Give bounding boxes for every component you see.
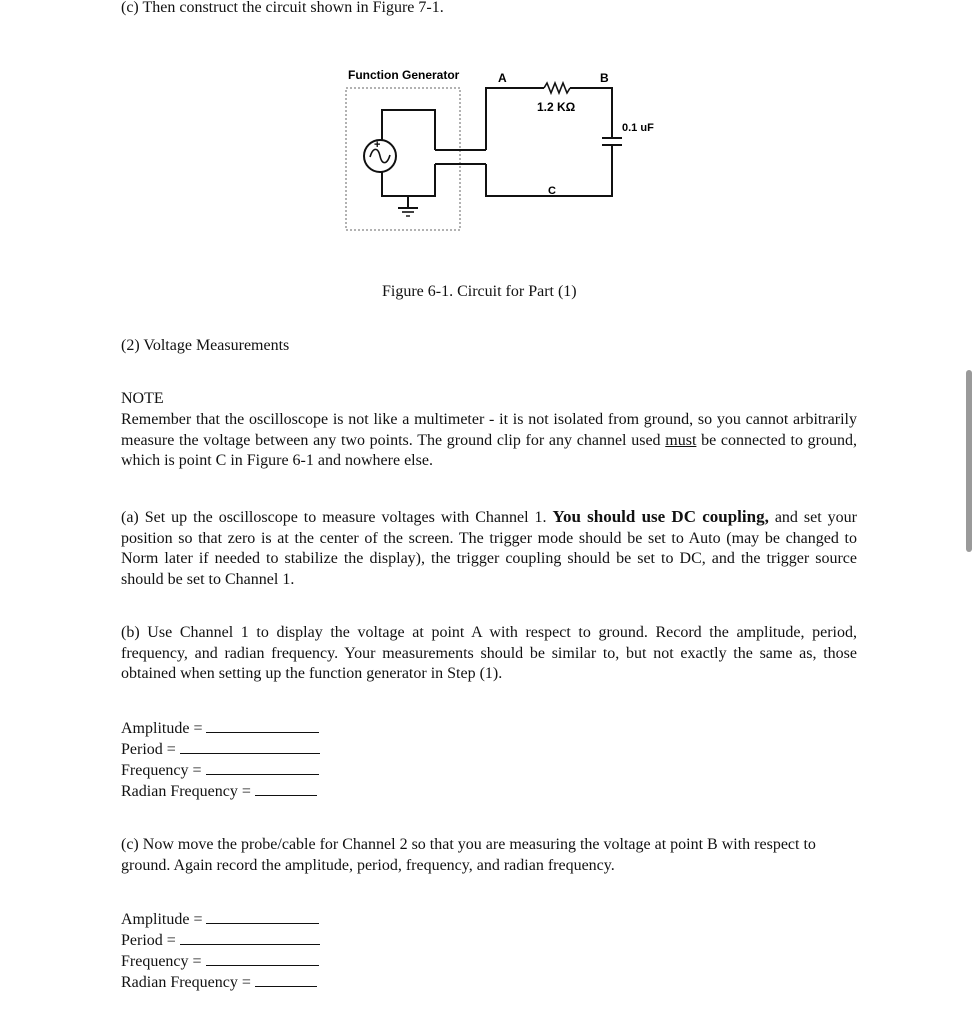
- resistor-label: 1.2 KΩ: [537, 100, 576, 114]
- step-c-paragraph: (c) Now move the probe/cable for Channel 2 so that you are measuring the voltage at point B with respect to ground. Again record the amplitude, period, frequency, and radian frequency.: [121, 836, 816, 874]
- step-a-bold: You should use DC coupling,: [552, 507, 769, 526]
- circuit-diagram: [330, 60, 654, 240]
- field-label: Amplitude =: [121, 911, 203, 928]
- note-heading: NOTE: [121, 390, 164, 407]
- scrollbar-thumb[interactable]: [966, 370, 972, 552]
- ac-source-icon: [364, 139, 396, 172]
- svg-text:+: +: [374, 139, 381, 151]
- step-c-title: (c) Then construct the circuit shown in Figure 7-1.: [121, 0, 444, 16]
- frequency-blank[interactable]: [206, 760, 319, 775]
- field-label: Frequency =: [121, 953, 202, 970]
- field-c-period: [121, 930, 320, 951]
- field-b-radian: [121, 781, 317, 802]
- step-a-paragraph: [121, 507, 857, 590]
- frequency-blank[interactable]: [206, 951, 319, 966]
- note-paragraph: [121, 410, 857, 472]
- field-label: Period =: [121, 932, 176, 949]
- step-a-text-1: (a) Set up the oscilloscope to measure voltages with Channel 1.: [121, 509, 553, 526]
- radian-frequency-blank[interactable]: [255, 972, 317, 987]
- ground-icon: [398, 196, 418, 216]
- figure-caption: Figure 6-1. Circuit for Part (1): [382, 283, 577, 300]
- field-label: Radian Frequency =: [121, 783, 251, 800]
- field-b-amplitude: [121, 718, 319, 739]
- amplitude-blank[interactable]: [206, 909, 319, 924]
- field-b-frequency: [121, 760, 319, 781]
- field-label: Amplitude =: [121, 720, 203, 737]
- period-blank[interactable]: [180, 739, 320, 754]
- note-emphasis: must: [665, 431, 697, 449]
- function-generator-label: Function Generator: [348, 68, 460, 82]
- note-text-2: be connected to ground, which is point C in Figure 6-1 and nowhere else.: [121, 431, 857, 470]
- amplitude-blank[interactable]: [206, 718, 319, 733]
- section-heading: (2) Voltage Measurements: [121, 337, 290, 354]
- capacitor-icon: [602, 138, 622, 145]
- step-a-text-2: and set your position so that zero is at the center of the screen. The trigger mode should be set to Auto (may be changed to Norm later if needed to stabilize the display), the trigger coupling should be set to DC, and the trigger source should be set to Channel 1.: [121, 509, 857, 588]
- period-blank[interactable]: [180, 930, 320, 945]
- note-text-1: Remember that the oscilloscope is not like a multimeter - it is not isolated from ground, so you cannot arbitrarily measure the voltage between any two points. The ground clip for any channel used: [121, 411, 857, 449]
- node-a-label: A: [498, 71, 507, 85]
- field-label: Period =: [121, 741, 176, 758]
- field-c-frequency: [121, 951, 319, 972]
- node-c-label: C: [548, 185, 556, 197]
- field-c-radian: [121, 972, 317, 993]
- field-c-amplitude: [121, 909, 319, 930]
- radian-frequency-blank[interactable]: [255, 781, 317, 796]
- field-label: Radian Frequency =: [121, 974, 251, 991]
- node-b-label: B: [600, 71, 609, 85]
- resistor-icon: [544, 83, 570, 93]
- capacitor-label: 0.1 uF: [622, 122, 654, 134]
- field-b-period: [121, 739, 320, 760]
- step-b-paragraph: (b) Use Channel 1 to display the voltage at point A with respect to ground. Record the amplitude, period, frequency, and radian frequency. Your measurements should be similar to, but not exactly the same as, those obtained when setting up the function generator in Step (1).: [121, 624, 857, 683]
- field-label: Frequency =: [121, 762, 202, 779]
